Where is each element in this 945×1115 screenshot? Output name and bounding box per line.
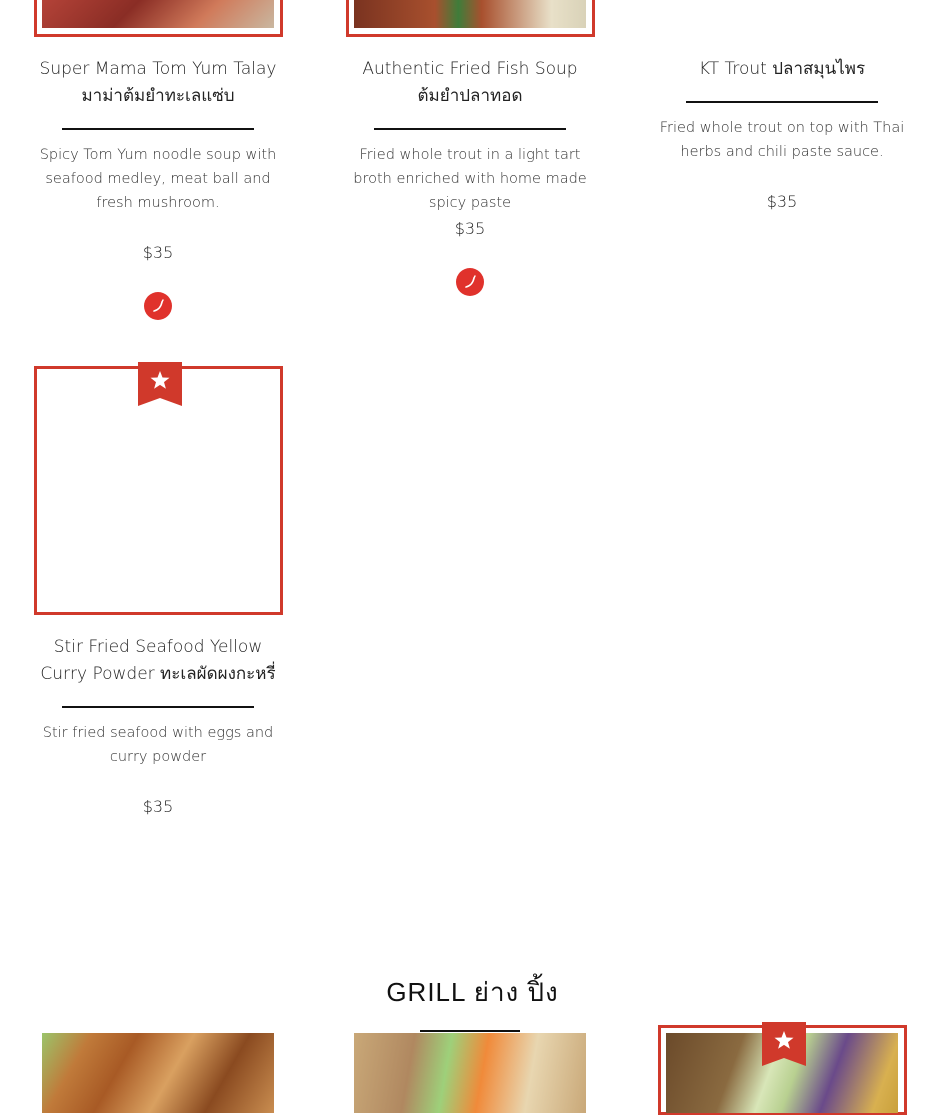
item-title-line <box>33 634 283 688</box>
item-divider <box>374 128 566 130</box>
item-price: $35 <box>142 243 174 262</box>
item-title-th: มาม่าต้มยำทะเลแซ่บ <box>81 86 235 106</box>
item-price: $35 <box>142 797 174 816</box>
item-title-th: ต้มยำปลาทอด <box>417 86 523 106</box>
item-photo-tom-yum[interactable] <box>42 0 274 28</box>
item-title-en: KT Trout <box>698 59 767 79</box>
item-divider <box>62 706 254 708</box>
menu-item-card <box>33 634 283 688</box>
item-description: Fried whole trout in a light tart broth enriched with home made spicy paste <box>353 147 587 211</box>
item-description: Fried whole trout on top with Thai herbs and chili paste sauce. <box>659 120 905 160</box>
menu-item-card <box>345 56 595 110</box>
item-divider <box>62 128 254 130</box>
item-title-line <box>657 56 907 83</box>
item-title-en: Super Mama Tom Yum Talay <box>39 59 277 79</box>
item-photo-fish-soup[interactable] <box>354 0 586 28</box>
section-title-grill: GRILL ย่าง ปิ้ง <box>386 977 559 1007</box>
item-title-en: Stir Fried Seafood Yellow Curry Powder <box>40 637 263 684</box>
item-title-th: ปลาสมุนไพร <box>772 59 866 79</box>
item-divider <box>686 101 878 103</box>
item-title-en: Authentic Fried Fish Soup <box>362 59 578 79</box>
item-description: Stir fried seafood with eggs and curry powder <box>42 725 274 765</box>
star-icon <box>762 1022 806 1066</box>
item-price: $35 <box>454 219 486 238</box>
grill-photo-skewers[interactable] <box>42 1033 274 1113</box>
item-title-th: ทะเลผัดผงกะหรี่ <box>160 664 276 684</box>
section-divider <box>420 1030 520 1032</box>
chili-icon <box>456 268 484 296</box>
star-icon <box>138 362 182 406</box>
item-description: Spicy Tom Yum noodle soup with seafood medley, meat ball and fresh mushroom. <box>39 147 277 211</box>
menu-item-card <box>33 56 283 110</box>
menu-item-card <box>657 56 907 83</box>
chili-icon <box>144 292 172 320</box>
grill-photo-vegetables[interactable] <box>354 1033 586 1113</box>
item-price: $35 <box>766 192 798 211</box>
